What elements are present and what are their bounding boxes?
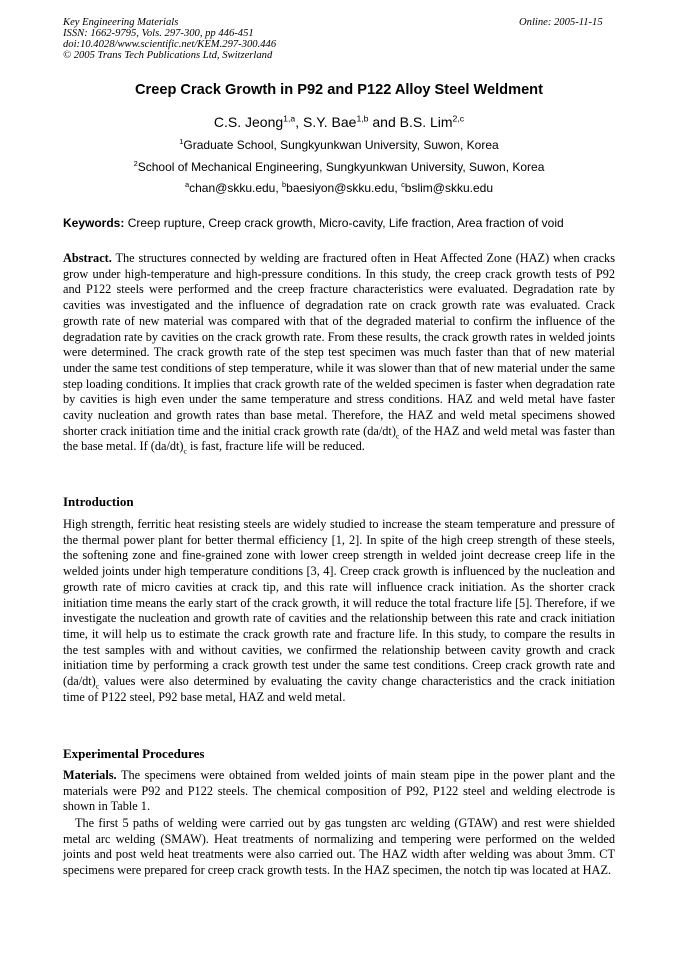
author-name: C.S. Jeong [213,114,284,130]
author-name: B.S. Lim [399,114,453,130]
section-heading-introduction: Introduction [63,494,134,509]
author-separator: , [295,114,303,130]
materials-paragraph [63,768,615,815]
abstract [63,251,615,455]
author-affiliation-mark: 2,c [452,113,465,124]
affiliation [0,138,678,152]
author-list [0,114,678,130]
subscript: c [95,681,100,691]
email-list [0,181,678,195]
author-separator: and [368,114,400,130]
journal-doi: doi:10.4028/www.scientific.net/KEM.297-300.446 [63,39,277,50]
email-separator: , [394,181,402,195]
affiliation-mark: 2 [133,159,138,168]
abstract-text: The structures connected by welding are fractured often in Heat Affected Zone (HAZ) when cracks grow under high-temperature and high-pressure conditions. In this study, the creep crack growth tests of P92 and P122 steels were performed and the creep fracture characteristics were evaluated. Degradation rate by cavities was investigated and the influence of degradation rate on crack growth rate was evaluated. Crack growth rate of new material was compared with that of the degraded material to confirm the influence of the degradation rate by cavities on the crack growth rate. From these results, the crack growth rates in welded joints were determined. The crack growth rate of the step test specimen was much faster than that of new material under the same test conditions of step temperature, while it was slower than that of new material under the same step loading conditions. It implies that crack growth rate of the welded specimen is faster when degradation rate by cavities is high even under the same temperature and stress conditions. HAZ and weld metal have faster cavity nucleation and growth rates than base metal. Therefore, the HAZ and weld metal specimens showed shorter crack initiation time and the initial crack growth rate (da/dt) [63,251,615,438]
author-name: S.Y. Bae [302,114,357,130]
abstract-label: Abstract. [63,251,112,265]
keywords-label: Keywords: [63,216,125,230]
online-date: Online: 2005-11-15 [519,17,603,28]
email-link[interactable]: baesiyon@skku.edu [286,181,395,195]
keywords [63,216,615,230]
introduction-text: High strength, ferritic heat resisting steels are widely studied to increase the steam temperature and pressure of the thermal power plant for better thermal efficiency [1, 2]. In spite of the high creep strength of these steels, the softening zone and fine-grained zone with lower creep strength in welded joint decrease creep life in the welded joints under high temperature conditions [3, 4]. Creep crack growth is influenced by the nucleation and growth rate of micro cavities at crack tip, and this rate will influence crack initiation. As the shorter crack initiation time means the early start of the crack growth, it will reduce the total fracture life [5]. Therefore, if we investigate the nucleation and growth rate of cavities and the relationship between this rate and crack initiation time, it will help us to estimate the crack growth rate and fracture life. In this study, to compare the results in the test samples with and without cavities, we confirmed the relationship between cavity growth and crack initiation time by performing a crack growth test under the same test conditions. Creep crack growth rate and (da/dt) [63,517,615,689]
abstract-text: of the HAZ and weld metal was faster than the base metal. If (da/dt) [63,423,616,454]
author-affiliation-mark: 1,b [356,113,369,124]
affiliation-text: Graduate School, Sungkyunkwan University, Suwon, Korea [183,138,499,152]
keywords-text: Creep rupture, Creep crack growth, Micro-cavity, Life fraction, Area fraction of void [127,216,564,230]
paper-title: Creep Crack Growth in P92 and P122 Alloy Steel Weldment [135,82,543,98]
email-separator: , [275,181,283,195]
email-link[interactable]: chan@skku.edu [189,181,276,195]
materials-text: The specimens were obtained from welded joints of main steam pipe in the power plant and the materials were P92 and P122 steels. The chemical composition of P92, P122 steel and welding electrode is shown in Table 1. [63,768,615,814]
email-mark: b [282,180,287,189]
subscript: c [395,431,400,441]
subscript: c [183,446,187,456]
email-link[interactable]: bslim@skku.edu [404,181,494,195]
affiliation-text: School of Mechanical Engineering, Sungkyunkwan University, Suwon, Korea [137,160,545,174]
author-affiliation-mark: 1,a [283,113,296,124]
affiliation [0,160,678,174]
section-heading-experimental: Experimental Procedures [63,746,205,761]
affiliation-mark: 1 [179,137,184,146]
materials-label: Materials. [63,768,117,782]
welding-paragraph: The first 5 paths of welding were carried out by gas tungsten arc welding (GTAW) and rest were shielded metal arc welding (SMAW). Heat treatments of normalizing and tempering were performed on the welded joints and post weld heat treatments were also carried out. The HAZ width after welding was about 3mm. CT specimens were prepared for creep crack growth tests. In the HAZ specimen, the notch tip was located at HAZ. [63,816,615,878]
journal-header [63,17,276,61]
journal-copyright: © 2005 Trans Tech Publications Ltd, Switzerland [63,50,273,61]
email-mark: c [401,180,405,189]
introduction-text: values were also determined by evaluating the cavity change characteristics and the crack initiation time of P122 steel, P92 base metal, HAZ and weld metal. [63,674,615,704]
introduction-body [63,517,615,705]
email-mark: a [184,180,190,189]
journal-issn: ISSN: 1662-9795, Vols. 297-300, pp 446-451 [63,28,254,39]
journal-name: Key Engineering Materials [63,17,179,28]
abstract-text: is fast, fracture life will be reduced. [186,439,365,454]
